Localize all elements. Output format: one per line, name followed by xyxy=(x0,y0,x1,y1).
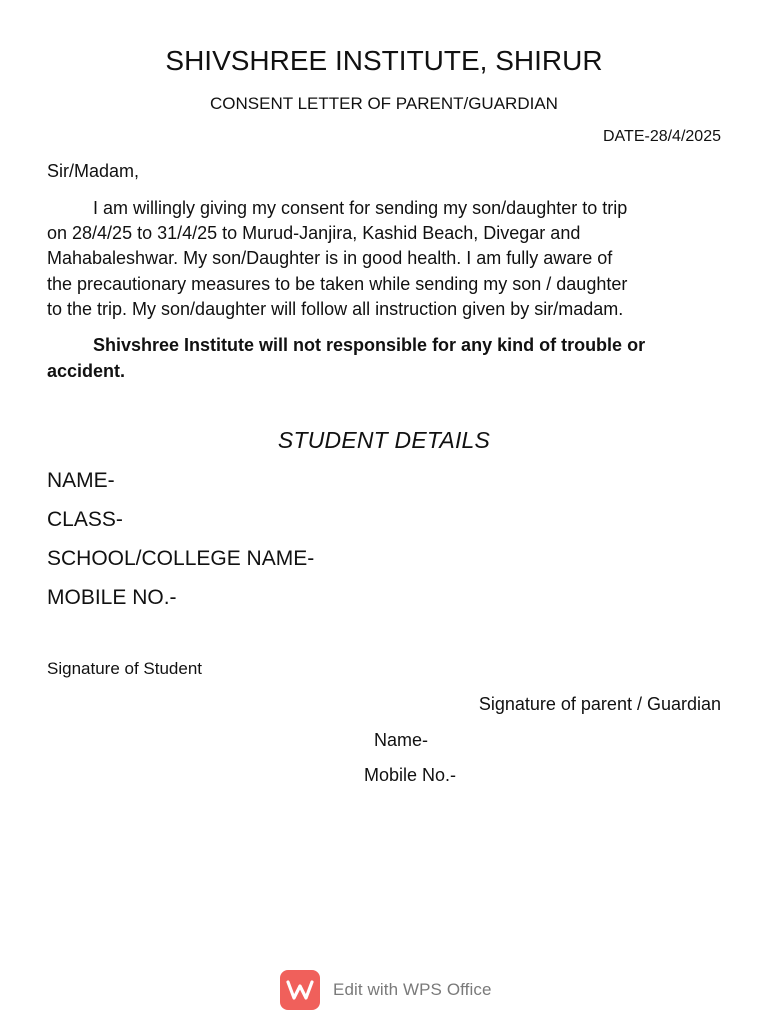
parent-signature-label: Signature of parent / Guardian xyxy=(478,694,721,714)
letter-date: DATE-28/4/2025 xyxy=(603,128,721,145)
institute-title: SHIVSHREE INSTITUTE, SHIRUR xyxy=(165,45,603,76)
disclaimer-line: Shivshree Institute will not responsible for any kind of trouble or xyxy=(93,335,646,355)
consent-line: the precautionary measures to be taken while sending my son / daughter xyxy=(47,273,628,294)
salutation: Sir/Madam, xyxy=(47,161,140,181)
wps-watermark-text: Edit with WPS Office xyxy=(333,980,492,999)
consent-line: to the trip. My son/daughter will follow all instruction given by sir/madam. xyxy=(47,298,624,319)
field-class-label: CLASS- xyxy=(47,508,123,531)
parent-name-label: Name- xyxy=(374,730,429,750)
consent-line: I am willingly giving my consent for sending my son/daughter to trip xyxy=(93,198,628,218)
field-mobile-label: MOBILE NO.- xyxy=(47,586,177,609)
student-details-heading: STUDENT DETAILS xyxy=(277,427,491,453)
disclaimer-paragraph xyxy=(47,333,727,384)
field-school-label: SCHOOL/COLLEGE NAME- xyxy=(47,547,315,570)
field-name-label: NAME- xyxy=(47,469,115,492)
disclaimer-line: accident. xyxy=(47,360,126,381)
wps-w-glyph-icon xyxy=(286,979,314,1001)
consent-line: Mahabaleshwar. My son/Daughter is in good health. I am fully aware of xyxy=(47,248,613,269)
consent-paragraph xyxy=(47,196,737,322)
consent-line: on 28/4/25 to 31/4/25 to Murud-Janjira, Kashid Beach, Divegar and xyxy=(47,223,581,244)
wps-edit-watermark[interactable] xyxy=(280,970,492,1010)
student-signature-label: Signature of Student xyxy=(47,659,203,678)
letter-subtitle: CONSENT LETTER OF PARENT/GUARDIAN xyxy=(210,94,558,113)
wps-office-logo-icon xyxy=(280,970,320,1010)
parent-mobile-label: Mobile No.- xyxy=(364,765,457,785)
